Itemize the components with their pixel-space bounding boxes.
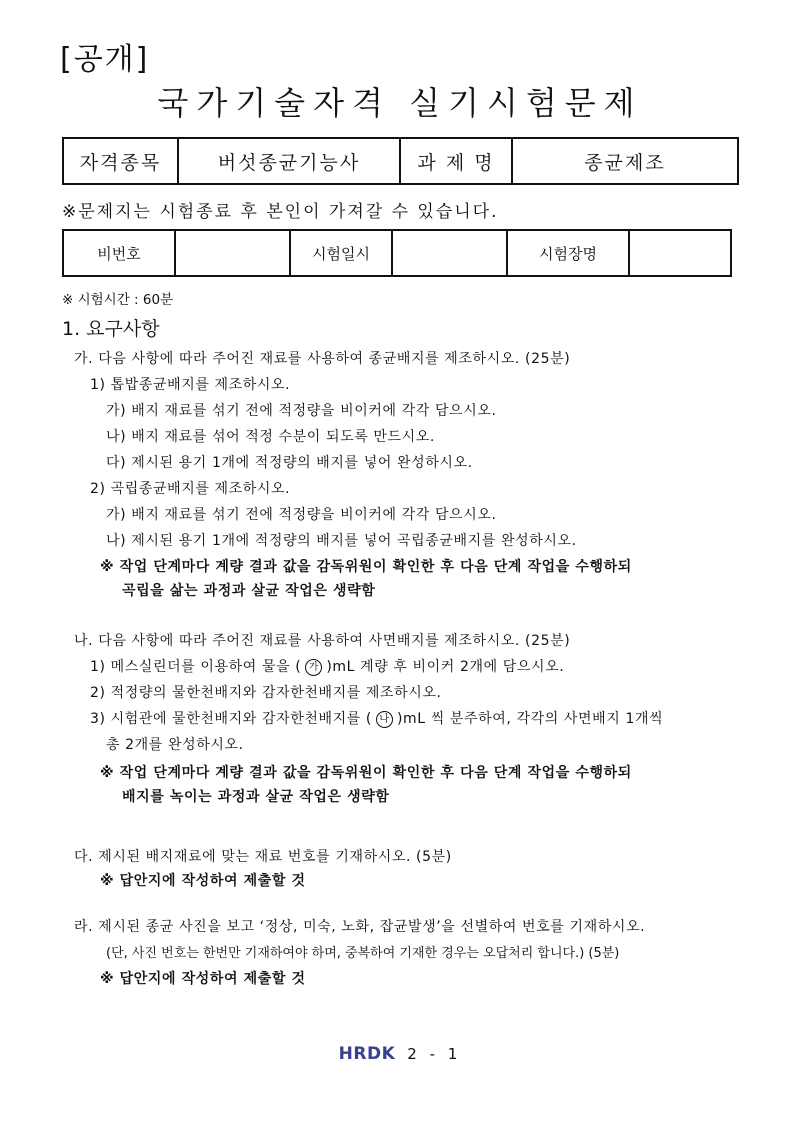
item-ga-title: 가. 다음 사항에 따라 주어진 재료를 사용하여 종균배지를 제조하시오. (25분) <box>74 351 571 367</box>
exam-site-value <box>629 230 731 276</box>
item-da-note: ※ 답안지에 작성하여 제출할 것 <box>100 873 306 889</box>
item-na-step1 <box>90 656 564 676</box>
exam-site-label: 시험장명 <box>507 230 629 276</box>
exam-info-table <box>62 137 739 185</box>
item-ga-note-line1: ※ 작업 단계마다 계량 결과 값을 감독위원이 확인한 후 다음 단계 작업을 수행하되 <box>100 559 632 575</box>
item-ga-step1b: 나) 배지 재료를 섞어 적정 수분이 되도록 만드시오. <box>106 429 435 445</box>
item-ga-step2: 2) 곡립종균배지를 제조하시오. <box>90 481 291 497</box>
seat-number-label: 비번호 <box>63 230 175 276</box>
item-ga-note-line2: 곡립을 삶는 과정과 살균 작업은 생략함 <box>122 583 376 599</box>
item-ra-paren: (단, 사진 번호는 한번만 기재하여야 하며, 중복하여 기재한 경우는 오답처리 합니다.) (5분) <box>106 946 620 961</box>
item-ga-step2a: 가) 배지 재료를 섞기 전에 적정량을 비이커에 각각 담으시오. <box>106 507 497 523</box>
exam-date-value <box>392 230 507 276</box>
exam-date-label: 시험일시 <box>290 230 392 276</box>
page-footer <box>0 1044 800 1064</box>
item-na-step1-post: )mL 계량 후 비이커 2개에 담으시오. <box>326 659 565 675</box>
item-ra-title: 라. 제시된 종균 사진을 보고 ‘정상, 미숙, 노화, 잡균발생’을 선별하여 번호를 기재하시오. <box>74 919 646 935</box>
item-da-title: 다. 제시된 배지재료에 맞는 재료 번호를 기재하시오. (5분) <box>74 849 452 865</box>
page-number: 2 - 1 <box>407 1045 462 1063</box>
item-na-step3 <box>90 708 663 728</box>
qualification-label: 자격종목 <box>63 138 178 184</box>
task-value: 종균제조 <box>512 138 738 184</box>
item-ga-step1: 1) 톱밥종균배지를 제조하시오. <box>90 377 291 393</box>
candidate-info-table <box>62 229 732 277</box>
item-na-title: 나. 다음 사항에 따라 주어진 재료를 사용하여 사면배지를 제조하시오. (25분) <box>74 633 571 649</box>
exam-time: ※ 시험시간 : 60분 <box>62 292 174 308</box>
item-ga-step2b: 나) 제시된 용기 1개에 적정량의 배지를 넣어 곡립종균배지를 완성하시오. <box>106 533 577 549</box>
item-ra-note: ※ 답안지에 작성하여 제출할 것 <box>100 971 306 987</box>
hrdk-logo: HRDK <box>338 1044 396 1064</box>
item-na-step1-pre: 1) 메스실린더를 이용하여 물을 ( <box>90 659 302 675</box>
item-na-step3-cont: 총 2개를 완성하시오. <box>106 737 244 753</box>
item-na-step3-pre: 3) 시험관에 물한천배지와 감자한천배지를 ( <box>90 711 372 727</box>
blank-a-marker: 가 <box>305 659 322 676</box>
public-tag: [공개] <box>60 42 150 77</box>
item-na-note-line2: 배지를 녹이는 과정과 살균 작업은 생략함 <box>122 789 390 805</box>
page-title: 국가기술자격 실기시험문제 <box>157 84 643 122</box>
section-title: 1. 요구사항 <box>62 318 160 340</box>
seat-number-value <box>175 230 290 276</box>
notice-text: ※문제지는 시험종료 후 본인이 가져갈 수 있습니다. <box>62 202 499 222</box>
item-ga-step1c: 다) 제시된 용기 1개에 적정량의 배지를 넣어 완성하시오. <box>106 455 473 471</box>
qualification-value: 버섯종균기능사 <box>178 138 400 184</box>
task-label: 과 제 명 <box>400 138 512 184</box>
item-na-note-line1: ※ 작업 단계마다 계량 결과 값을 감독위원이 확인한 후 다음 단계 작업을 수행하되 <box>100 765 632 781</box>
item-ga-step1a: 가) 배지 재료를 섞기 전에 적정량을 비이커에 각각 담으시오. <box>106 403 497 419</box>
item-na-step2: 2) 적정량의 물한천배지와 감자한천배지를 제조하시오. <box>90 685 442 701</box>
item-na-step3-post: )mL 씩 분주하여, 각각의 사면배지 1개씩 <box>396 711 664 727</box>
blank-b-marker: 나 <box>376 711 393 728</box>
